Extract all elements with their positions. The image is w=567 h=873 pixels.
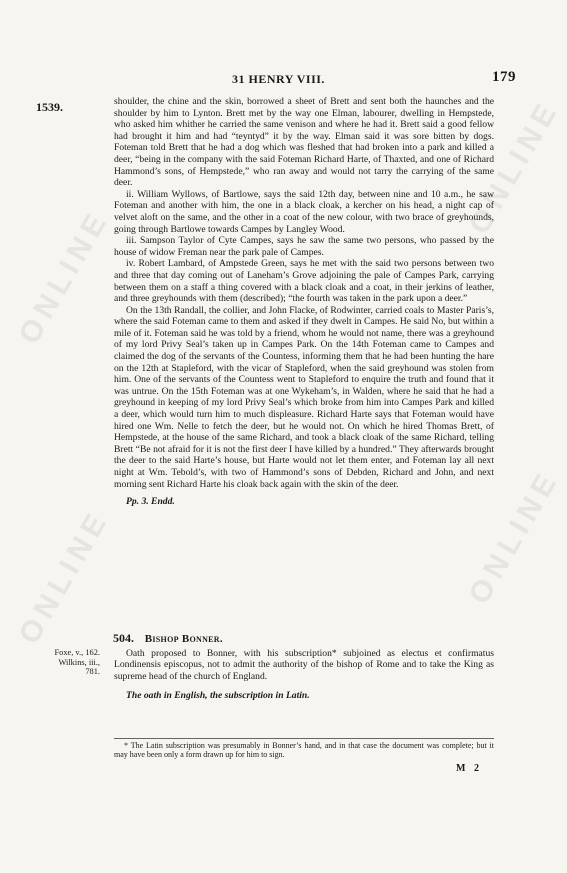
paragraph: iv. Robert Lambard, of Ampstede Green, says he met with the said two persons between two and three that day coming out of Laneham’s Grove adjoining the pale of Campes Park, carrying between them on a staff a thing covered with a black cloak and a coat, in their jerkins of leather, and three greyhounds with them (described); “the fourth was taken in the park upon a deer.” bbox=[114, 258, 494, 305]
signature-mark: M 2 bbox=[456, 763, 482, 774]
paragraph: ii. William Wyllows, of Bartlowe, says the said 12th day, between nine and 10 a.m., he saw Foteman and another with him, the one in a black cloak, a kercher on his head, a night cap of velvet aloft on the same, and the other in a coat of the new colour, with two brace of greyhounds, going through Bartlowe towards Campes by Langley Wood. bbox=[114, 188, 494, 235]
entry-name: Bishop Bonner. bbox=[144, 633, 223, 645]
margin-reference: Foxe, v., 162. bbox=[54, 648, 100, 657]
entry-body bbox=[114, 648, 494, 702]
entry-note-line: The oath in English, the subscription in Latin. bbox=[126, 690, 310, 702]
main-text bbox=[114, 96, 494, 508]
margin-year: 1539. bbox=[36, 100, 63, 114]
footnote-text: * The Latin subscription was presumably in Bonner’s hand, and in that case the document was complete; but it may have been only a form drawn up for him to sign. bbox=[114, 741, 494, 760]
paragraph: iii. Sampson Taylor of Cyte Campes, says he saw the same two persons, who passed by the house of widow Freman near the park pale of Campes. bbox=[114, 235, 494, 258]
entry-heading bbox=[113, 631, 223, 646]
running-head-title: 31 HENRY VIII. bbox=[232, 72, 325, 86]
margin-reference: 781. bbox=[85, 667, 100, 677]
footnote-rule bbox=[114, 738, 494, 739]
page-number: 179 bbox=[492, 69, 516, 85]
margin-references bbox=[40, 648, 100, 677]
watermark: ONLINE bbox=[12, 203, 116, 350]
paragraph: On the 13th Randall, the collier, and John Flacke, of Rodwinter, carried coals to Master Paris’s, where the said Foteman came to them and asked if they dwelt in Campes. He said No, but within a mile of it. Foteman said he was told by a friend, whom he would not name, there was a greyhound of my lord Privy Seal’s taken up in Campes Park. On the 14th Foteman came to Campes and claimed the dog of the servants of the Countess, informing them that he had been hunting the hare on the 12th at Stapleford, with the vicar of Stapleford, when the said greyhound was stolen from him. One of the servants of the Countess went to Stapleford to enquire the truth and found that it was untrue. On the 15th Foteman was at one Wykeham’s, in Walden, where he said that he had a greyhound in keeping of my lord Privy Seal’s which broke from him into Campes Park and killed a deer, which would turn him to much displeasure. Richard Harte says that Foteman would have hired one Wm. Nelle to fetch the deer, but he would not. On which he hired Thomas Brett, of Hempstede, at the house of the same Richard, and took a black cloak of the same Richard, telling Brett “Be not afraid for it is not the first deer I have killed by a hundred.” They afterwards brought the deer to the said Harte’s house, but Harte would not let them enter, and Foteman lay all next night at Wm. Tebold’s, with two of Hammond’s sons of Debden, Richard and John, and next morning sent Richard Harte his cloak back again with the skin of the deer. bbox=[114, 304, 494, 490]
entry-text: Oath proposed to Bonner, with his subscription* subjoined as electus et confirmatus Londinensis episcopus, not to admit the authority of the bishop of Rome and to take the King as supreme head of the church of England. bbox=[114, 648, 494, 682]
endorsement-note: Pp. 3. Endd. bbox=[126, 496, 175, 508]
watermark: ONLINE bbox=[12, 503, 116, 650]
margin-reference: Wilkins, iii., bbox=[58, 657, 100, 667]
watermark: ONLINE bbox=[462, 463, 566, 610]
footnote bbox=[114, 741, 494, 760]
paragraph: shoulder, the chine and the skin, borrowed a sheet of Brett and sent both the haunches and the shoulder by him to Lynton. Brett met by the way one Elman, labourer, dwelling in Hempstede, who asked him whither he carried the same venison and where he had it. Brett said a good fellow had brought it him and had “teyntyd” it by the way. Elman said it was sore bitten by dogs. Foteman told Brett that he had a dog which was fleshed that had broken into a park and killed a deer, “being in the company with the said Foteman Richard Harte, of Thaxted, and one of Richard Hammond’s sons, of Hempstede,” who ran away and would not tarry the carrying of the same deer. bbox=[114, 96, 494, 189]
entry-number: 504. bbox=[113, 631, 134, 645]
watermark: ONLINE bbox=[462, 93, 566, 240]
